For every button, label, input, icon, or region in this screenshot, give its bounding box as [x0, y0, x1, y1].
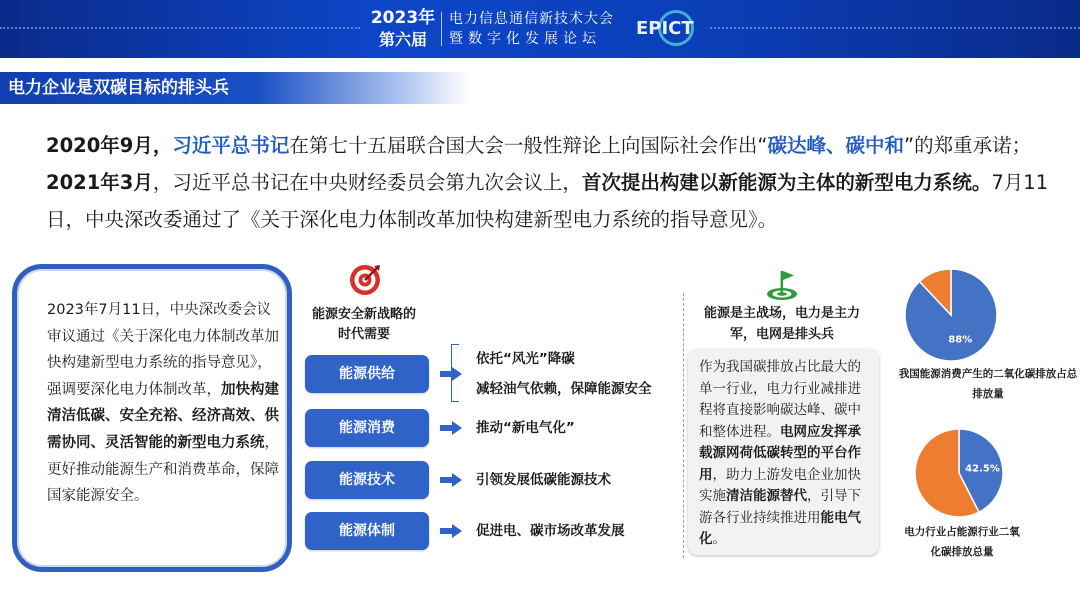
arrow-right-icon: [440, 473, 462, 487]
section-title: 电力企业是双碳目标的排头兵: [8, 78, 229, 98]
intro-date-1: 2020年9月，: [46, 134, 173, 157]
middle-column-title: 能源安全新战略的时代需要: [311, 307, 416, 342]
header-banner: [0, 0, 1080, 58]
pie-chart-energy-emissions: [904, 268, 998, 362]
policy-summary-text: [47, 297, 279, 510]
grid-text-bold-1: 电网应发挥承载源网荷低碳转型的平台作用: [699, 423, 861, 483]
policy-summary-box: [12, 264, 292, 572]
grid-text-bold-2: 清洁能源替代: [726, 488, 807, 504]
header-divider: [441, 12, 442, 46]
intro-highlight-goal: 碳达峰、碳中和: [767, 134, 904, 157]
policy-text-1: 2023年7月11日，中央深改委会议审议通过《关于深化电力体制改革加快构建新型电力系统的指导意见》，强调要深化电力体制改革，: [47, 302, 279, 398]
intro-bold-statement: 首次提出构建以新能源为主体的新型电力系统。: [581, 171, 992, 194]
grid-text-bold-3: 能电气化: [699, 509, 861, 547]
grid-role-box: [688, 349, 879, 555]
supply-bracket: [451, 344, 459, 402]
arrow-right-icon: [440, 524, 462, 538]
pie-data-label: 88%: [948, 334, 973, 346]
intro-text-2: ”的郑重承诺；: [903, 134, 1032, 157]
conference-edition: 第六届: [378, 30, 427, 49]
section-title-bar: [0, 72, 470, 104]
system-desc: 促进电、碳市场改革发展: [476, 523, 625, 539]
conference-title: 电力信息通信新技术大会: [449, 11, 614, 27]
epict-logo: [636, 10, 698, 46]
grid-text-2: ，助力上游发电企业加快实施: [699, 466, 861, 504]
pill-energy-supply: 能源供给: [305, 355, 429, 393]
intro-text-1: 在第七十五届联合国大会一般性辩论上向国际社会作出“: [289, 134, 768, 157]
pie-title-energy-emissions: 我国能源消费产生的二氧化碳排放占总排放量: [898, 368, 1078, 400]
pill-energy-technology: 能源技术: [305, 461, 429, 499]
conference-year: 2023年: [370, 8, 436, 28]
pie-title-power-share: 电力行业占能源行业二氧化碳排放总量: [904, 526, 1020, 558]
grid-role-text: [699, 357, 873, 551]
consumption-desc: 推动“新电气化”: [476, 420, 575, 436]
pie-chart-power-share: [914, 428, 1004, 518]
header-decoration-right: [710, 27, 1080, 30]
intro-text-3: ，习近平总书记在中央财经委员会第九次会议上，: [152, 171, 582, 194]
flag-icon: [765, 267, 799, 301]
pie-data-label: 42.5%: [965, 463, 1000, 475]
intro-highlight-leader: 习近平总书记: [172, 134, 290, 157]
column-divider: [683, 293, 684, 558]
header-decoration-left: [0, 27, 360, 30]
supply-desc-2: 减轻油气依赖，保障能源安全: [476, 381, 652, 397]
logo-text: EPICT: [636, 18, 694, 39]
policy-text-bold: 加快构建清洁低碳、安全充裕、经济高效、供需协同、灵活智能的新型电力系统: [47, 381, 279, 451]
arrow-right-icon: [440, 421, 462, 435]
policy-text-2: ，更好推动能源生产和消费革命，保障国家能源安全。: [47, 434, 279, 505]
supply-desc-1: 依托“风光”降碳: [476, 351, 575, 367]
technology-desc: 引领发展低碳能源技术: [476, 472, 611, 488]
grid-text-1: 作为我国碳排放占比最大的单一行业，电力行业减排进程将直接影响碳达峰、碳中和整体进程。: [699, 359, 861, 440]
pill-energy-consumption: 能源消费: [305, 409, 429, 447]
intro-date-2: 2021年3月: [46, 171, 153, 194]
intro-text-4: 7月11日，中央深改委通过了《关于深化电力体制改革加快构建新型电力系统的指导意见》。: [46, 171, 1049, 231]
grid-text-4: 。: [712, 531, 726, 547]
target-icon: [348, 263, 382, 297]
conference-subtitle: 暨数字化发展论坛: [449, 31, 601, 47]
pill-energy-system: 能源体制: [305, 512, 429, 550]
intro-paragraph: [46, 127, 1056, 238]
grid-text-3: ，引导下游各行业持续推进用: [699, 488, 861, 526]
right-column-title: 能源是主战场，电力是主力军，电网是排头兵: [703, 306, 860, 342]
